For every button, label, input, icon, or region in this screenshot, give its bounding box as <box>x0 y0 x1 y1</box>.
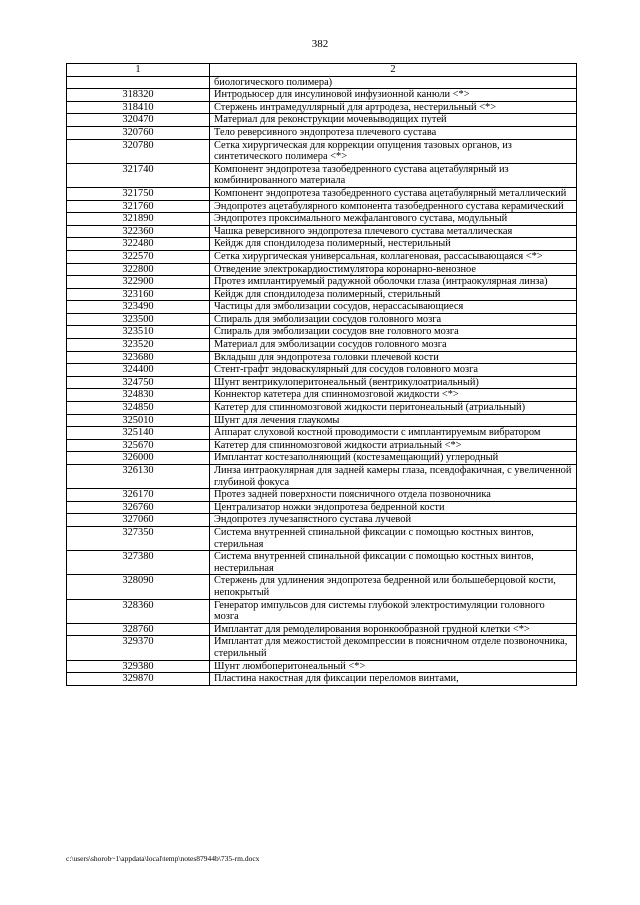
column-header-1: 1 <box>67 64 210 77</box>
device-code-cell: 322800 <box>67 263 210 276</box>
device-code-cell: 323680 <box>67 351 210 364</box>
device-name-cell: Эндопротез проксимального межфалангового сустава, модульный <box>210 213 577 226</box>
device-name-cell: Имплантат для межостистой декомпрессии в поясничном отделе позвоночника, стерильный <box>210 636 577 660</box>
device-name-cell: Катетер для спинномозговой жидкости перитонеальный (атриальный) <box>210 402 577 415</box>
device-code-cell <box>67 76 210 89</box>
device-code-cell: 321750 <box>67 187 210 200</box>
table-row <box>67 389 577 402</box>
table-row <box>67 414 577 427</box>
table-row <box>67 101 577 114</box>
device-name-cell: Кейдж для спондилодеза полимерный, нестерильный <box>210 238 577 251</box>
table-row <box>67 89 577 102</box>
device-code-cell: 318410 <box>67 101 210 114</box>
table-row <box>67 427 577 440</box>
device-name-cell: Протез имплантируемый радужной оболочки глаза (интраокулярная линза) <box>210 276 577 289</box>
device-name-cell: Стержень для удлинения эндопротеза бедренной или большеберцовой кости, непокрытый <box>210 575 577 599</box>
device-name-cell: Спираль для эмболизации сосудов головного мозга <box>210 313 577 326</box>
table-row <box>67 636 577 660</box>
device-name-cell: Эндопротез лучезапястного сустава лучевой <box>210 514 577 527</box>
device-name-cell: Шунт люмбоперитонеальный <*> <box>210 660 577 673</box>
table-row <box>67 126 577 139</box>
device-code-cell: 320470 <box>67 114 210 127</box>
device-name-cell: Генератор импульсов для системы глубокой электростимуляции головного мозга <box>210 599 577 623</box>
device-code-cell: 327060 <box>67 514 210 527</box>
table-row <box>67 402 577 415</box>
column-header-2: 2 <box>210 64 577 77</box>
device-name-cell: Протез задней поверхности поясничного отдела позвоночника <box>210 489 577 502</box>
table-row <box>67 376 577 389</box>
device-code-cell: 322360 <box>67 225 210 238</box>
device-code-cell: 320760 <box>67 126 210 139</box>
table-row <box>67 339 577 352</box>
device-name-cell: Система внутренней спинальной фиксации с помощью костных винтов, нестерильная <box>210 551 577 575</box>
table-row <box>67 326 577 339</box>
device-code-cell: 323520 <box>67 339 210 352</box>
device-name-cell: Система внутренней спинальной фиксации с помощью костных винтов, стерильная <box>210 526 577 550</box>
device-code-cell: 323160 <box>67 288 210 301</box>
device-code-cell: 323500 <box>67 313 210 326</box>
table-row <box>67 313 577 326</box>
device-name-cell: Шунт вентрикулоперитонеальный (вентрикулоатриальный) <box>210 376 577 389</box>
device-name-cell: Централизатор ножки эндопротеза бедренной кости <box>210 501 577 514</box>
table-row <box>67 673 577 686</box>
device-code-cell: 323510 <box>67 326 210 339</box>
device-code-cell: 326130 <box>67 465 210 489</box>
table-row <box>67 301 577 314</box>
device-name-cell: Материал для реконструкции мочевыводящих путей <box>210 114 577 127</box>
device-code-cell: 323490 <box>67 301 210 314</box>
device-code-cell: 329870 <box>67 673 210 686</box>
table-body <box>67 76 577 685</box>
device-name-cell: Сетка хирургическая для коррекции опущения тазовых органов, из синтетического полимера <*> <box>210 139 577 163</box>
table-row <box>67 660 577 673</box>
device-code-cell: 326000 <box>67 452 210 465</box>
device-code-cell: 324750 <box>67 376 210 389</box>
device-code-cell: 322570 <box>67 250 210 263</box>
device-code-cell: 328090 <box>67 575 210 599</box>
device-code-cell: 318320 <box>67 89 210 102</box>
device-code-cell: 329380 <box>67 660 210 673</box>
table-row <box>67 187 577 200</box>
device-name-cell: Имплантат для ремоделирования воронкообразной грудной клетки <*> <box>210 623 577 636</box>
footer-file-path: c:\users\shorob~1\appdata\local\temp\notes87944b\735-rm.docx <box>66 854 260 863</box>
device-code-cell: 321740 <box>67 163 210 187</box>
table-row <box>67 213 577 226</box>
device-code-cell: 325010 <box>67 414 210 427</box>
device-code-cell: 326760 <box>67 501 210 514</box>
device-code-cell: 328760 <box>67 623 210 636</box>
device-code-cell: 325670 <box>67 439 210 452</box>
table-row <box>67 514 577 527</box>
table-row <box>67 364 577 377</box>
table-row <box>67 114 577 127</box>
page-number: 382 <box>311 38 329 50</box>
table-row <box>67 225 577 238</box>
table-row <box>67 139 577 163</box>
device-name-cell: Имплантат костезаполняющий (костезамещающий) углеродный <box>210 452 577 465</box>
table-row <box>67 489 577 502</box>
device-code-cell: 321760 <box>67 200 210 213</box>
table-header-row <box>67 64 577 77</box>
device-name-cell: биологического полимера) <box>210 76 577 89</box>
table-row <box>67 288 577 301</box>
device-name-cell: Коннектор катетера для спинномозговой жидкости <*> <box>210 389 577 402</box>
device-name-cell: Тело реверсивного эндопротеза плечевого сустава <box>210 126 577 139</box>
device-name-cell: Отведение электрокардиостимулятора коронарно-венозное <box>210 263 577 276</box>
table-row <box>67 526 577 550</box>
device-name-cell: Материал для эмболизации сосудов головного мозга <box>210 339 577 352</box>
device-name-cell: Кейдж для спондилодеза полимерный, стерильный <box>210 288 577 301</box>
device-name-cell: Стент-графт эндоваскулярный для сосудов головного мозга <box>210 364 577 377</box>
device-name-cell: Компонент эндопротеза тазобедренного сустава ацетабулярный металлический <box>210 187 577 200</box>
device-code-cell: 325140 <box>67 427 210 440</box>
device-code-cell: 327350 <box>67 526 210 550</box>
device-code-cell: 326170 <box>67 489 210 502</box>
device-name-cell: Интродьюсер для инсулиновой инфузионной канюли <*> <box>210 89 577 102</box>
table-row <box>67 163 577 187</box>
device-name-cell: Пластина накостная для фиксации переломов винтами, <box>210 673 577 686</box>
table-row <box>67 276 577 289</box>
device-name-cell: Частицы для эмболизации сосудов, нерассасывающиеся <box>210 301 577 314</box>
device-code-cell: 324830 <box>67 389 210 402</box>
device-code-cell: 320780 <box>67 139 210 163</box>
device-name-cell: Сетка хирургическая универсальная, коллагеновая, рассасывающаяся <*> <box>210 250 577 263</box>
device-code-cell: 322900 <box>67 276 210 289</box>
table-row <box>67 200 577 213</box>
device-code-cell: 324400 <box>67 364 210 377</box>
table-row <box>67 439 577 452</box>
device-name-cell: Аппарат слуховой костной проводимости с имплантируемым вибратором <box>210 427 577 440</box>
device-code-cell: 328360 <box>67 599 210 623</box>
device-code-cell: 329370 <box>67 636 210 660</box>
device-name-cell: Компонент эндопротеза тазобедренного сустава ацетабулярный из комбинированного материала <box>210 163 577 187</box>
device-code-cell: 322480 <box>67 238 210 251</box>
device-name-cell: Чашка реверсивного эндопротеза плечевого сустава металлическая <box>210 225 577 238</box>
table-row <box>67 263 577 276</box>
device-code-cell: 324850 <box>67 402 210 415</box>
device-code-table <box>66 63 577 686</box>
device-name-cell: Эндопротез ацетабулярного компонента тазобедренного сустава керамический <box>210 200 577 213</box>
table-row <box>67 76 577 89</box>
device-name-cell: Шунт для лечения глаукомы <box>210 414 577 427</box>
table-row <box>67 465 577 489</box>
table-row <box>67 599 577 623</box>
table-row <box>67 238 577 251</box>
device-name-cell: Вкладыш для эндопротеза головки плечевой кости <box>210 351 577 364</box>
device-name-cell: Катетер для спинномозговой жидкости атриальный <*> <box>210 439 577 452</box>
table-row <box>67 501 577 514</box>
device-code-cell: 321890 <box>67 213 210 226</box>
device-name-cell: Спираль для эмболизации сосудов вне головного мозга <box>210 326 577 339</box>
table-row <box>67 575 577 599</box>
table-row <box>67 551 577 575</box>
table-row <box>67 351 577 364</box>
device-code-cell: 327380 <box>67 551 210 575</box>
table-row <box>67 452 577 465</box>
table-row <box>67 623 577 636</box>
table-row <box>67 250 577 263</box>
device-name-cell: Стержень интрамедуллярный для артродеза, нестерильный <*> <box>210 101 577 114</box>
device-name-cell: Линза интраокулярная для задней камеры глаза, псевдофакичная, с увеличенной глубиной фокуса <box>210 465 577 489</box>
